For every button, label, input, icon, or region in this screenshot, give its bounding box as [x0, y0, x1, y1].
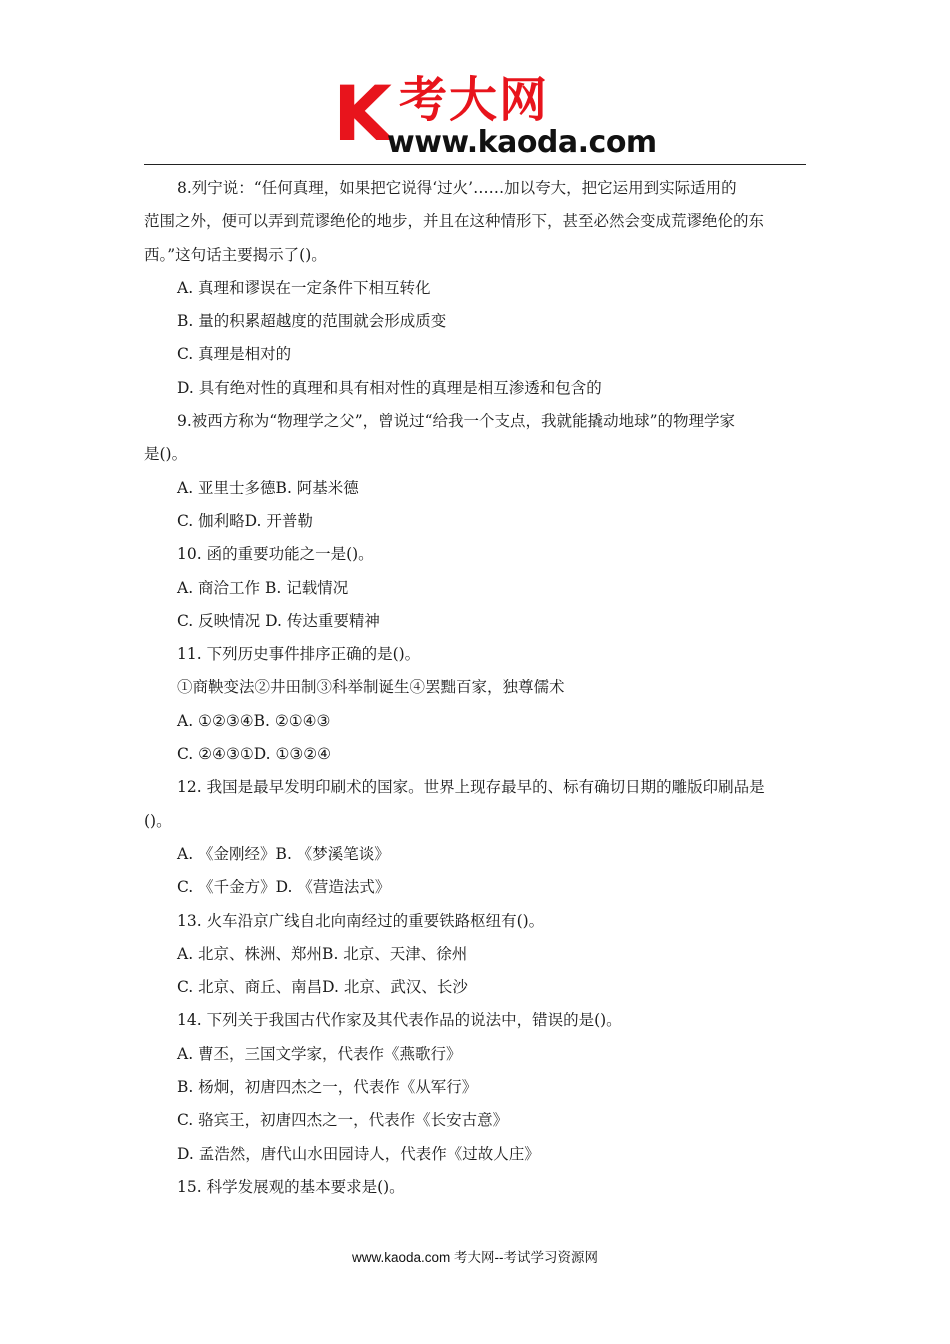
- text-line: A. 《金刚经》B. 《梦溪笔谈》: [177, 844, 390, 863]
- text-line: C. 伽利略D. 开普勒: [177, 511, 313, 530]
- text-line: ()。: [144, 811, 172, 830]
- text-line: 14. 下列关于我国古代作家及其代表作品的说法中，错误的是()。: [177, 1011, 622, 1030]
- text-line: A. 真理和谬误在一定条件下相互转化: [177, 278, 431, 297]
- text-line: C. 《千金方》D. 《营造法式》: [177, 878, 391, 897]
- text-line: 8.列宁说：“任何真理，如果把它说得‘过火’……加以夸大，把它运用到实际适用的: [177, 179, 737, 197]
- text-line: A. 亚里士多德B. 阿基米德: [177, 478, 359, 497]
- text-line: C. ②④③①D. ①③②④: [177, 745, 332, 764]
- text-line: C. 骆宾王，初唐四杰之一，代表作《长安古意》: [177, 1111, 509, 1130]
- question-content: [144, 172, 806, 1204]
- text-line: 13. 火车沿京广线自北向南经过的重要铁路枢纽有()。: [177, 911, 545, 930]
- kaoda-logo: [333, 69, 663, 162]
- text-line: A. 商洽工作 B. 记载情况: [177, 578, 349, 597]
- page-footer: www.kaoda.com 考大网--考试学习资源网: [351, 1250, 599, 1265]
- text-line: D. 孟浩然，唐代山水田园诗人，代表作《过故人庄》: [177, 1144, 540, 1163]
- text-line: A. 北京、株洲、郑州B. 北京、天津、徐州: [177, 944, 468, 963]
- text-line: 9.被西方称为“物理学之父”，曾说过“给我一个支点，我就能撬动地球”的物理学家: [177, 412, 735, 431]
- text-line: ①商鞅变法②井田制③科举制诞生④罢黜百家，独尊儒术: [177, 678, 565, 697]
- text-line: B. 杨炯，初唐四杰之一，代表作《从军行》: [177, 1078, 478, 1097]
- text-line: 是()。: [144, 445, 188, 464]
- text-line: D. 具有绝对性的真理和具有相对性的真理是相互渗透和包含的: [177, 378, 602, 397]
- text-line: B. 量的积累超越度的范围就会形成质变: [177, 312, 447, 331]
- text-line: 范围之外，便可以弄到荒谬绝伦的地步，并且在这种情形下，甚至必然会变成荒谬绝伦的东: [144, 212, 765, 231]
- text-line: 10. 函的重要功能之一是()。: [177, 545, 374, 564]
- text-line: 西。”这句话主要揭示了()。: [144, 245, 327, 264]
- text-line: A. ①②③④B. ②①④③: [177, 711, 331, 730]
- logo-k-mark: K: [333, 69, 388, 158]
- text-line: 12. 我国是最早发明印刷术的国家。世界上现存最早的、标有确切日期的雕版印刷品是: [177, 778, 765, 797]
- text-line: A. 曹丕，三国文学家，代表作《燕歌行》: [177, 1044, 462, 1063]
- header-divider: [144, 164, 806, 165]
- text-line: C. 反映情况 D. 传达重要精神: [177, 611, 380, 630]
- text-line: C. 真理是相对的: [177, 345, 292, 364]
- text-line: C. 北京、商丘、南昌D. 北京、武汉、长沙: [177, 978, 468, 997]
- logo-site-name: 考大网: [399, 72, 550, 128]
- text-line: 11. 下列历史事件排序正确的是()。: [177, 645, 421, 664]
- text-line: 15. 科学发展观的基本要求是()。: [177, 1177, 405, 1196]
- logo-url: www.kaoda.com: [387, 125, 657, 160]
